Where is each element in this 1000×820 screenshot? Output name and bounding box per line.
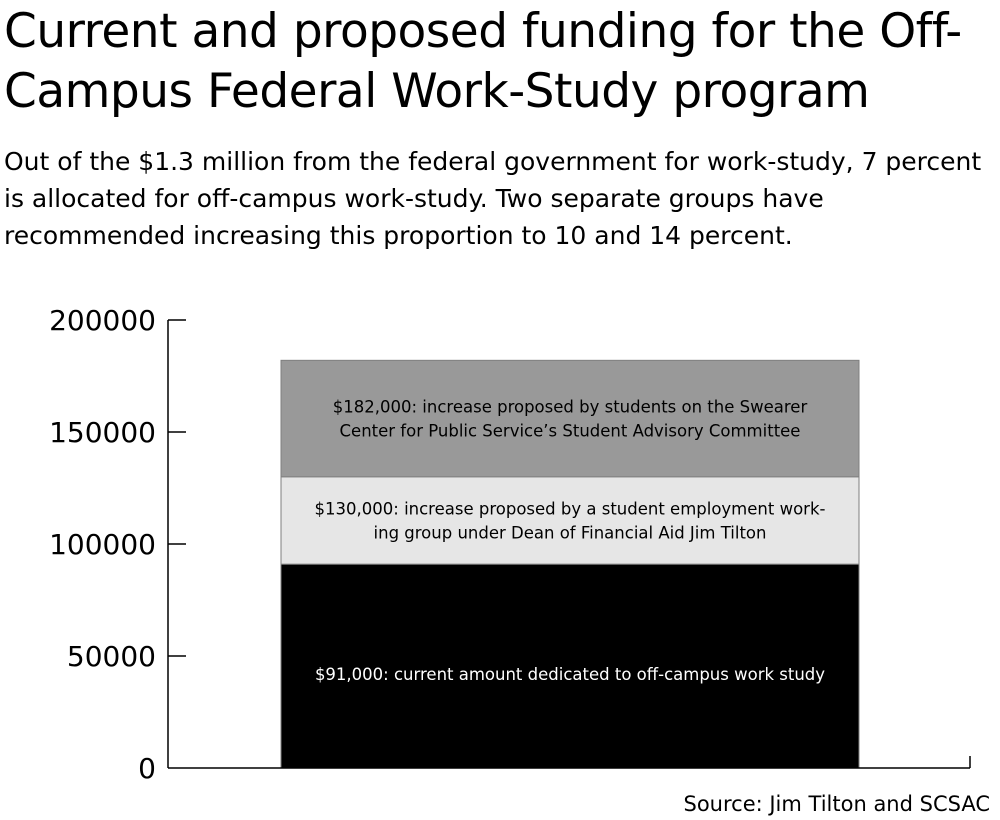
y-tick-label: 0 (138, 752, 156, 785)
bar-label-line: $182,000: increase proposed by students on the Swearer (332, 397, 808, 417)
bar-label-line: ing group under Dean of Financial Aid Jim Tilton (373, 523, 767, 543)
y-tick-label: 100000 (49, 528, 156, 561)
chart-source: Source: Jim Tilton and SCSAC (683, 792, 990, 816)
bar-segments (281, 360, 859, 768)
bar-label-line: $130,000: increase proposed by a student employment work- (314, 499, 826, 519)
bar-label-current (315, 665, 825, 684)
y-tick-label: 200000 (49, 304, 156, 337)
bar-label-line: $91,000: current amount dedicated to off-campus work study (314, 665, 826, 685)
chart-subtitle: Out of the $1.3 million from the federal government for work-study, 7 percent is allocated for off-campus work-study. Two separate groups have recommended increasing this proportion to 10 and 14 percent. (4, 147, 982, 250)
y-tick-label: 50000 (66, 640, 156, 673)
bar-segment-swearer-committee (281, 360, 859, 476)
bar-label-line: Center for Public Service’s Student Advisory Committee (339, 421, 801, 441)
chart-title: Current and proposed funding for the Off-Campus Federal Work-Study program (4, 4, 962, 119)
y-tick-label: 150000 (49, 416, 156, 449)
y-axis-ticks (49, 304, 186, 785)
bar-segment-working-group (281, 477, 859, 564)
